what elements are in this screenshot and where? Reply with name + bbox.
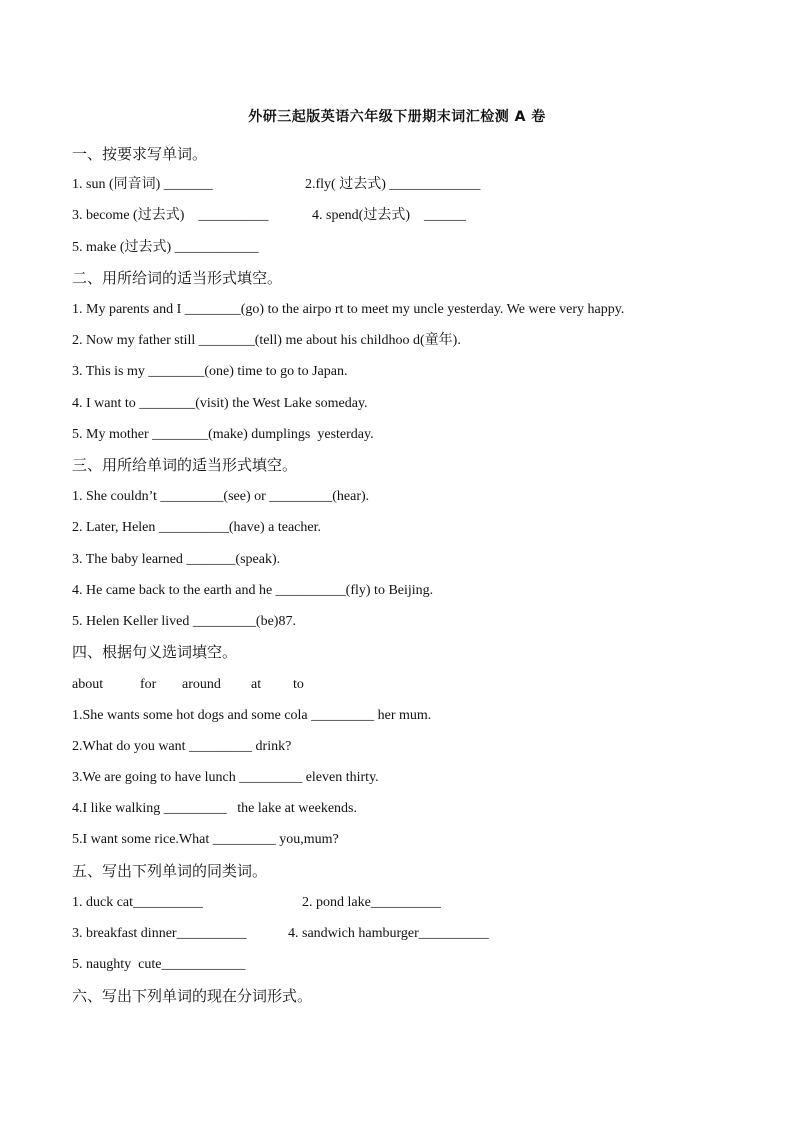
- section-5-question-5: 5. naughty cute____________: [72, 957, 246, 972]
- section-2-question-3: 3. This is my ________(one) time to go to Japan.: [72, 364, 348, 379]
- section-heading-6: 六、写出下列单词的现在分词形式。: [72, 987, 313, 1005]
- section-5-question-2: 2. pond lake__________: [302, 895, 441, 910]
- word-bank-to: to: [293, 677, 304, 692]
- section-4-question-4: 4.I like walking _________ the lake at weekends.: [72, 801, 357, 816]
- section-3-question-2: 2. Later, Helen __________(have) a teacher.: [72, 520, 321, 535]
- word-bank-at: at: [251, 677, 262, 692]
- section-heading-3: 三、用所给单词的适当形式填空。: [72, 456, 298, 474]
- word-bank-around: around: [182, 677, 221, 692]
- section-2-question-1: 1. My parents and I ________(go) to the airpo rt to meet my uncle yesterday. We were very happy.: [72, 302, 625, 317]
- section-2-question-4: 4. I want to ________(visit) the West Lake someday.: [72, 396, 368, 411]
- word-bank-about: about: [72, 677, 104, 692]
- section-3-question-1: 1. She couldn’t _________(see) or _________(hear).: [72, 489, 370, 504]
- page-title: 外研三起版英语六年级下册期末词汇检测 A 卷: [248, 109, 546, 125]
- section-4-question-1: 1.She wants some hot dogs and some cola _________ her mum.: [72, 708, 432, 723]
- section-3-question-3: 3. The baby learned _______(speak).: [72, 552, 281, 567]
- section-4-question-5: 5.I want some rice.What _________ you,mum?: [72, 832, 339, 847]
- section-heading-5: 五、写出下列单词的同类词。: [72, 862, 268, 880]
- section-1-question-2: 2.fly( 过去式) _____________: [305, 177, 481, 192]
- section-5-question-3: 3. breakfast dinner__________: [72, 926, 247, 941]
- section-4-question-3: 3.We are going to have lunch _________ eleven thirty.: [72, 770, 379, 785]
- section-2-question-2: 2. Now my father still ________(tell) me about his childhoo d(童年).: [72, 333, 461, 348]
- section-1-question-5: 5. make (过去式) ____________: [72, 240, 259, 255]
- section-4-question-2: 2.What do you want _________ drink?: [72, 739, 292, 754]
- section-1-question-4: 4. spend(过去式) ______: [312, 208, 466, 223]
- word-bank-for: for: [140, 677, 157, 692]
- section-heading-4: 四、根据句义选词填空。: [72, 643, 238, 661]
- section-2-question-5: 5. My mother ________(make) dumplings yesterday.: [72, 427, 374, 442]
- section-1-question-3: 3. become (过去式) __________: [72, 208, 269, 223]
- section-3-question-5: 5. Helen Keller lived _________(be)87.: [72, 614, 296, 629]
- section-1-question-1: 1. sun (同音词) _______: [72, 177, 213, 192]
- section-heading-1: 一、按要求写单词。: [72, 145, 208, 163]
- section-5-question-4: 4. sandwich hamburger__________: [288, 926, 489, 941]
- section-5-question-1: 1. duck cat__________: [72, 895, 204, 910]
- section-heading-2: 二、用所给词的适当形式填空。: [72, 269, 283, 287]
- section-3-question-4: 4. He came back to the earth and he __________(fly) to Beijing.: [72, 583, 434, 598]
